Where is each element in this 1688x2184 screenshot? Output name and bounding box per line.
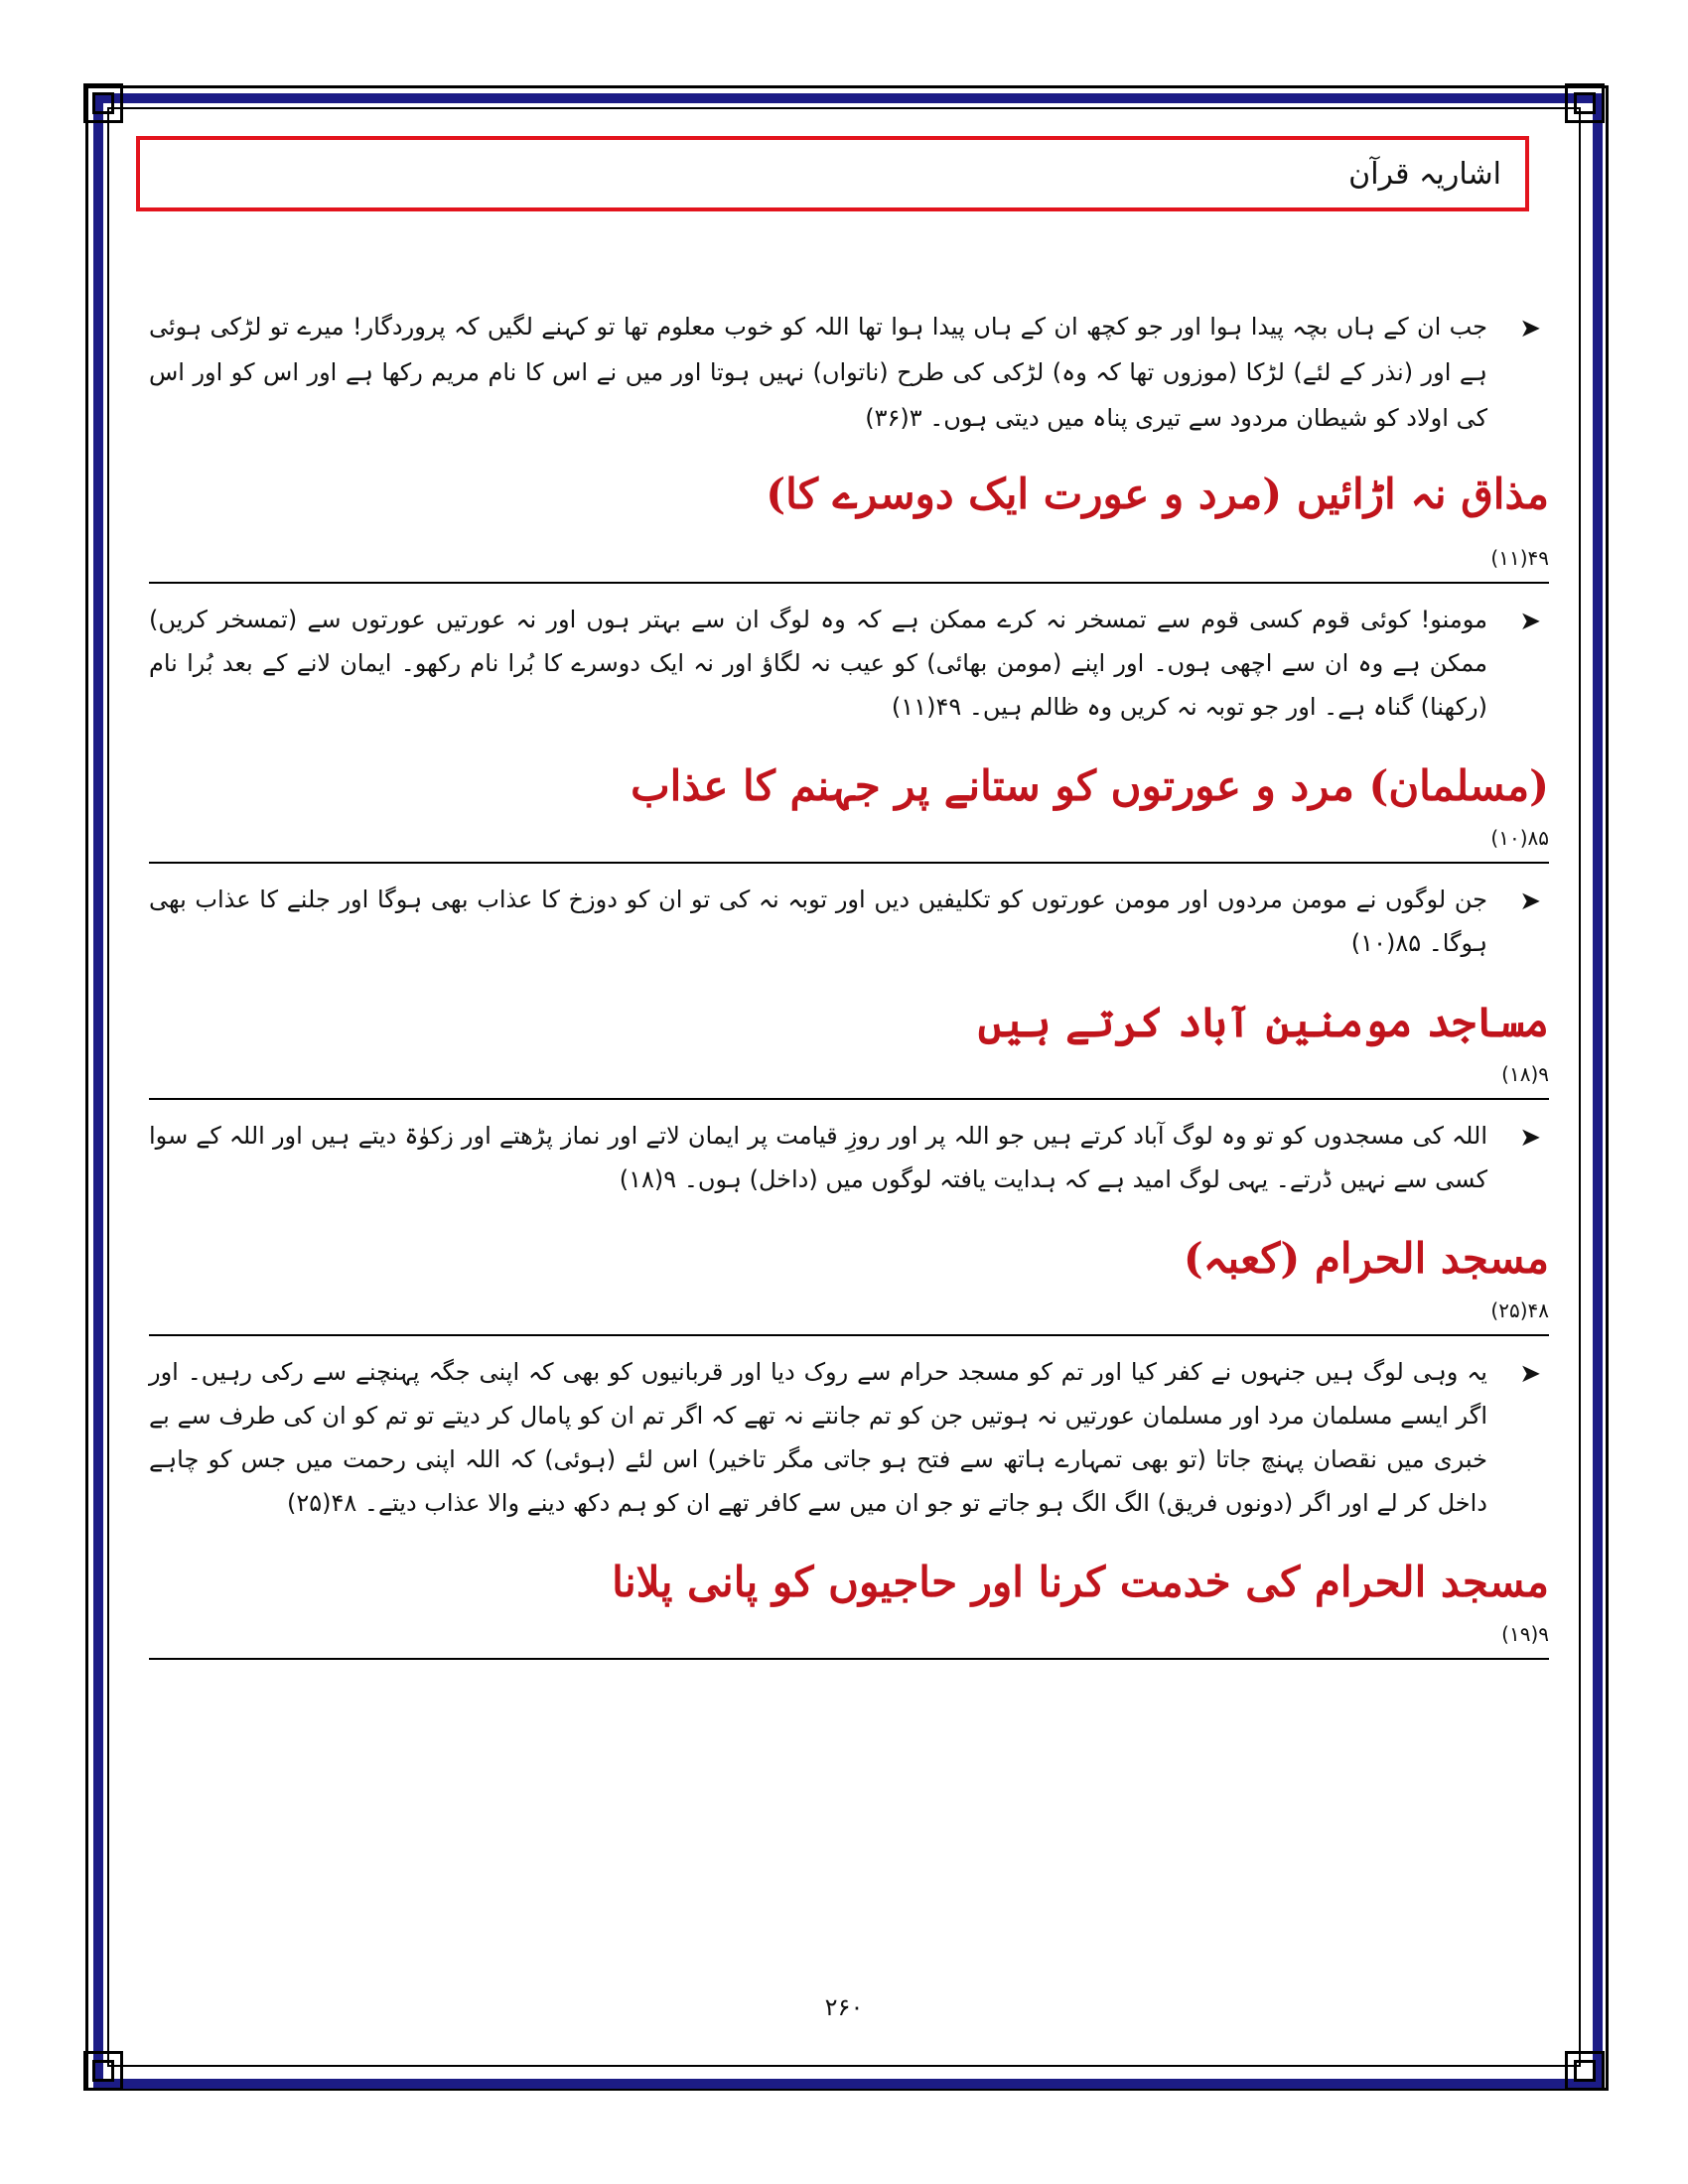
bullet-arrow-icon: ➤ <box>1519 314 1541 343</box>
paragraph <box>149 304 1549 441</box>
corner-ornament <box>83 83 123 123</box>
section-heading: مساجد مومنین آباد کرتے ہیں <box>977 998 1549 1046</box>
bullet-arrow-icon: ➤ <box>1519 1123 1541 1153</box>
section-heading: مسجد الحرام کی خدمت کرنا اور حاجیوں کو پانی پلانا <box>612 1558 1549 1606</box>
section <box>149 463 1549 729</box>
bullet-arrow-icon: ➤ <box>1519 607 1541 636</box>
header-box <box>136 136 1529 211</box>
corner-ornament <box>1565 2051 1605 2091</box>
paragraph-text: اللہ کی مسجدوں کو تو وہ لوگ آباد کرتے ہیں جو اللہ پر اور روزِ قیامت پر ایمان لاتے اور نماز پڑھتے اور زکوٰۃ دیتے ہیں اور اللہ کے سوا کسی سے نہیں ڈرتے۔ یہی لوگ امید ہے کہ ہدایت یافتہ لوگوں میں (داخل) ہوں۔ ۹(۱۸) <box>149 1122 1487 1193</box>
section <box>149 754 1549 965</box>
bullet-arrow-icon: ➤ <box>1519 887 1541 916</box>
verse-reference: ۸۵(۱۰) <box>1490 826 1549 850</box>
section-heading: (مسلمان) مرد و عورتوں کو ستانے پر جہنم کا عذاب <box>631 761 1549 810</box>
verse-reference: ۴۸(۲۵) <box>1490 1298 1549 1322</box>
divider <box>149 1334 1549 1336</box>
section <box>149 1227 1549 1525</box>
bullet-arrow-icon: ➤ <box>1519 1359 1541 1389</box>
corner-ornament <box>1565 83 1605 123</box>
paragraph-text: جن لوگوں نے مومن مردوں اور مومن عورتوں کو تکلیفیں دیں اور توبہ نہ کی تو ان کو دوزخ کا عذاب بھی ہوگا اور جلنے کا عذاب بھی ہوگا۔ ۸۵(۱۰) <box>149 886 1487 957</box>
paragraph <box>149 598 1549 729</box>
section <box>149 1551 1549 1660</box>
paragraph <box>149 1350 1549 1525</box>
divider <box>149 862 1549 864</box>
section <box>149 304 1549 441</box>
paragraph-text: جب ان کے ہاں بچہ پیدا ہوا اور جو کچھ ان کے ہاں پیدا ہوا تھا اللہ کو خوب معلوم تھا تو کہنے لگیں کہ پروردگار! میرے تو لڑکی ہوئی ہے اور (نذر کے لئے) لڑکا (موزوں تھا کہ وہ) لڑکی کی طرح (ناتواں) نہیں ہوتا اور میں نے اس کا نام مریم رکھا ہے اور اس کو اور اس کی اولاد کو شیطان مردود سے تیری پناہ میں دیتی ہوں۔ ۳(۳۶) <box>149 313 1487 432</box>
verse-reference: ۹(۱۸) <box>1501 1062 1549 1086</box>
section-heading: مذاق نہ اڑائیں (مرد و عورت ایک دوسرے کا) <box>766 470 1549 518</box>
verse-reference: ۴۹(۱۱) <box>1490 546 1549 570</box>
verse-reference: ۹(۱۹) <box>1501 1622 1549 1646</box>
paragraph <box>149 878 1549 965</box>
corner-ornament <box>83 2051 123 2091</box>
divider <box>149 1098 1549 1100</box>
page-number: ۲۶۰ <box>824 1993 864 2021</box>
section-heading: مسجد الحرام (کعبہ) <box>1183 1234 1549 1283</box>
divider <box>149 582 1549 584</box>
header-title: اشاریہ قرآن <box>1348 156 1501 192</box>
paragraph <box>149 1114 1549 1201</box>
paragraph-text: یہ وہی لوگ ہیں جنہوں نے کفر کیا اور تم کو مسجد حرام سے روک دیا اور قربانیوں کو بھی کہ اپنی جگہ پہنچنے سے رکی رہیں۔ اور اگر ایسے مسلمان مرد اور مسلمان عورتیں نہ ہوتیں جن کو تم جانتے نہ تھے کہ اگر تم ان کو پامال کر دیتے تو تم کو ان کی طرف سے بے خبری میں نقصان پہنچ جاتا (تو بھی تمہارے ہاتھ سے فتح ہو جاتی مگر تاخیر) اس لئے (ہوئی) کہ اللہ اپنی رحمت میں جس کو چاہے داخل کر لے اور اگر (دونوں فریق) الگ الگ ہو جاتے تو جو ان میں سے کافر تھے ان کو ہم دکھ دینے والا عذاب دیتے۔ ۴۸(۲۵) <box>149 1358 1487 1517</box>
content-area <box>149 298 1549 1674</box>
section <box>149 991 1549 1201</box>
divider <box>149 1658 1549 1660</box>
paragraph-text: مومنو! کوئی قوم کسی قوم سے تمسخر نہ کرے ممکن ہے کہ وہ لوگ ان سے بہتر ہوں اور نہ عورتیں عورتوں سے (تمسخر کریں) ممکن ہے وہ ان سے اچھی ہوں۔ اور اپنے (مومن بھائی) کو عیب نہ لگاؤ اور نہ ایک دوسرے کا بُرا نام رکھو۔ ایمان لانے کے بعد بُرا نام (رکھنا) گناہ ہے۔ اور جو توبہ نہ کریں وہ ظالم ہیں۔ ۴۹(۱۱) <box>149 606 1487 721</box>
